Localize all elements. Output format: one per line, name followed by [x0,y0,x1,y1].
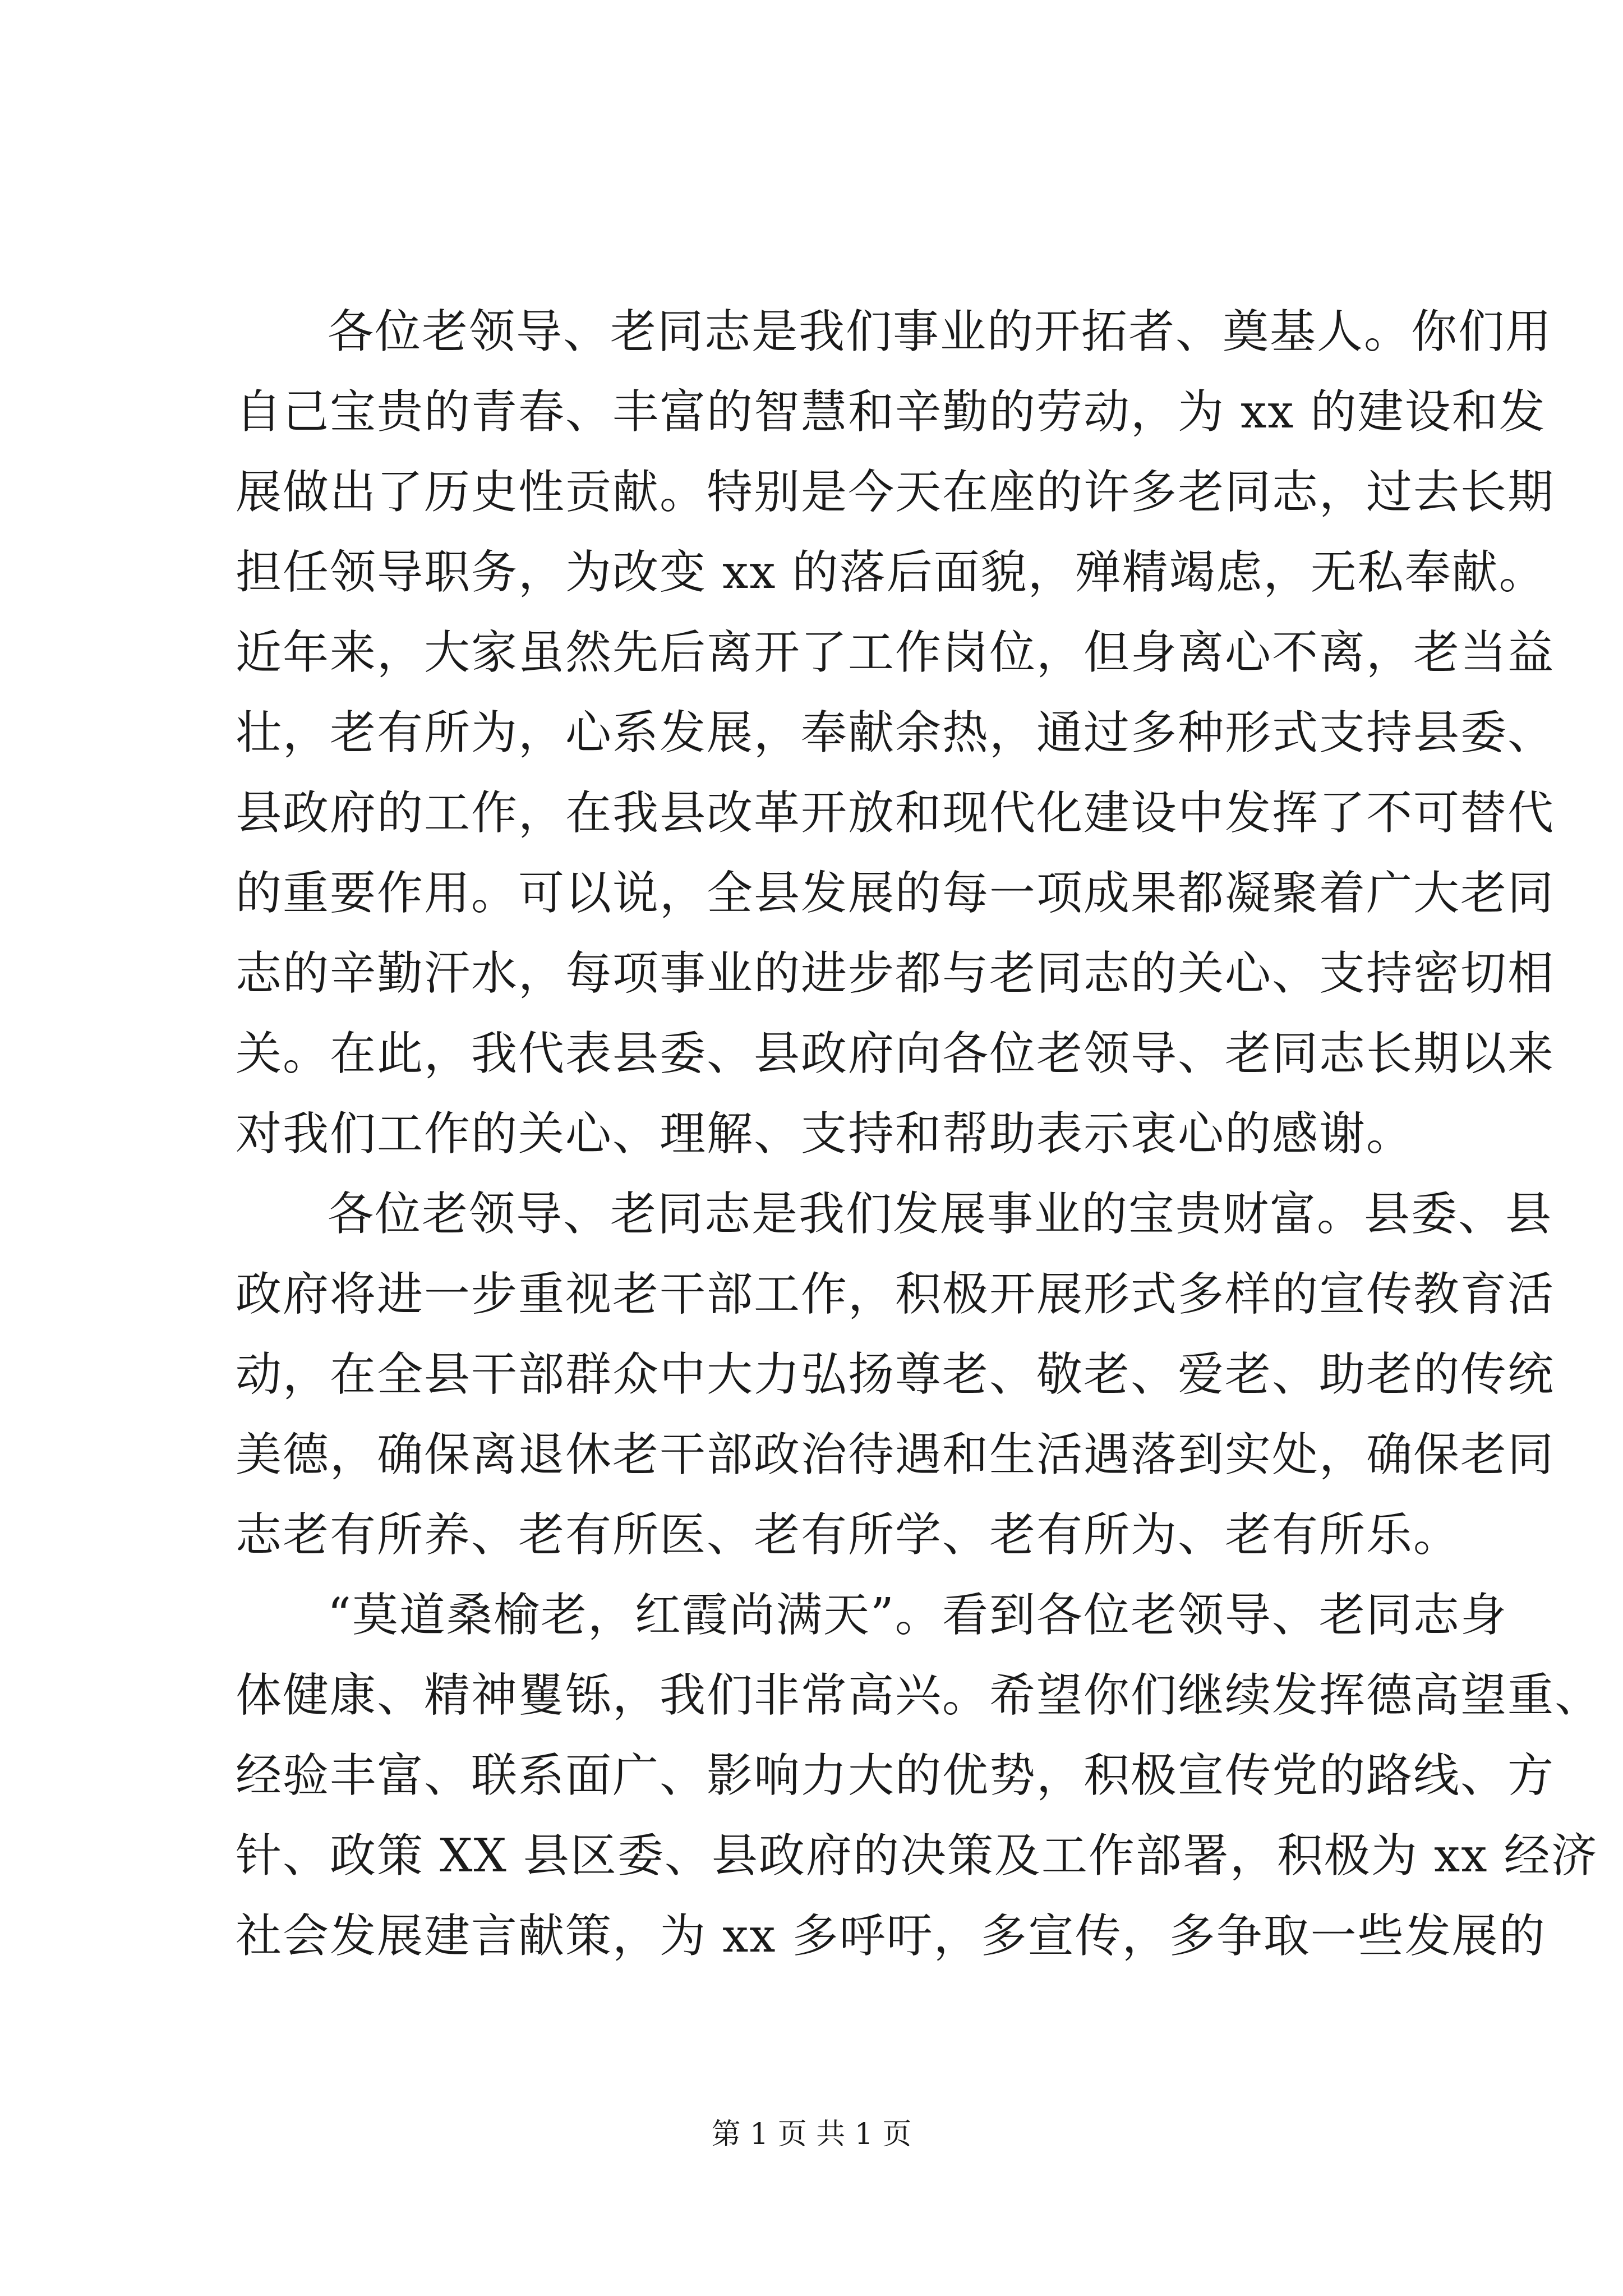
paragraph-1-line-3: 展做出了历史性贡献。特别是今天在座的许多老同志，过去长期 [236,466,1555,519]
paragraph-2-line-1: 各位老领导、老同志是我们发展事业的宝贵财富。县委、县 [328,1188,1553,1241]
paragraph-2-line-4: 美德，确保离退休老干部政治待遇和生活遇落到实处，确保老同 [236,1428,1555,1481]
paragraph-3-line-1: “莫道桑榆老，红霞尚满天”。看到各位老领导、老同志身 [328,1589,1507,1642]
paragraph-3-line-5: 社会发展建言献策，为 xx 多呼吁，多宣传，多争取一些发展的 [236,1910,1546,1963]
document-body [236,292,1602,1976]
paragraph-1-line-5: 近年来，大家虽然先后离开了工作岗位，但身离心不离，老当益 [236,626,1555,679]
paragraph-2-line-5: 志老有所养、老有所医、老有所学、老有所为、老有所乐。 [236,1508,1461,1562]
page-number-footer: 第 1 页 共 1 页 [711,2118,912,2151]
paragraph-1-line-2: 自己宝贵的青春、丰富的智慧和辛勤的劳动，为 xx 的建设和发 [236,385,1546,439]
paragraph-2-line-3: 动，在全县干部群众中大力弘扬尊老、敬老、爱老、助老的传统 [236,1348,1555,1401]
paragraph-2-line-2: 政府将进一步重视老干部工作，积极开展形式多样的宣传教育活 [236,1268,1555,1321]
paragraph-1-line-8: 的重要作用。可以说，全县发展的每一项成果都凝聚着广大老同 [236,867,1555,920]
paragraph-3-line-4: 针、政策 XX 县区委、县政府的决策及工作部署，积极为 xx 经济 [236,1829,1598,1883]
paragraph-1-line-10: 关。在此，我代表县委、县政府向各位老领导、老同志长期以来 [236,1027,1555,1080]
paragraph-1-line-9: 志的辛勤汗水，每项事业的进步都与老同志的关心、支持密切相 [236,947,1555,1000]
paragraph-1-line-1: 各位老领导、老同志是我们事业的开拓者、奠基人。你们用 [328,305,1553,358]
paragraph-1-line-7: 县政府的工作，在我县改革开放和现代化建设中发挥了不可替代 [236,786,1555,840]
paragraph-3-line-2: 体健康、精神矍铄，我们非常高兴。希望你们继续发挥德高望重、 [236,1669,1602,1722]
paragraph-3-line-3: 经验丰富、联系面广、影响力大的优势，积极宣传党的路线、方 [236,1749,1555,1802]
paragraph-1-line-6: 壮，老有所为，心系发展，奉献余热，通过多种形式支持县委、 [236,706,1555,760]
paragraph-1-line-4: 担任领导职务，为改变 xx 的落后面貌，殚精竭虑，无私奉献。 [236,546,1546,599]
paragraph-1-line-11: 对我们工作的关心、理解、支持和帮助表示衷心的感谢。 [236,1107,1414,1161]
